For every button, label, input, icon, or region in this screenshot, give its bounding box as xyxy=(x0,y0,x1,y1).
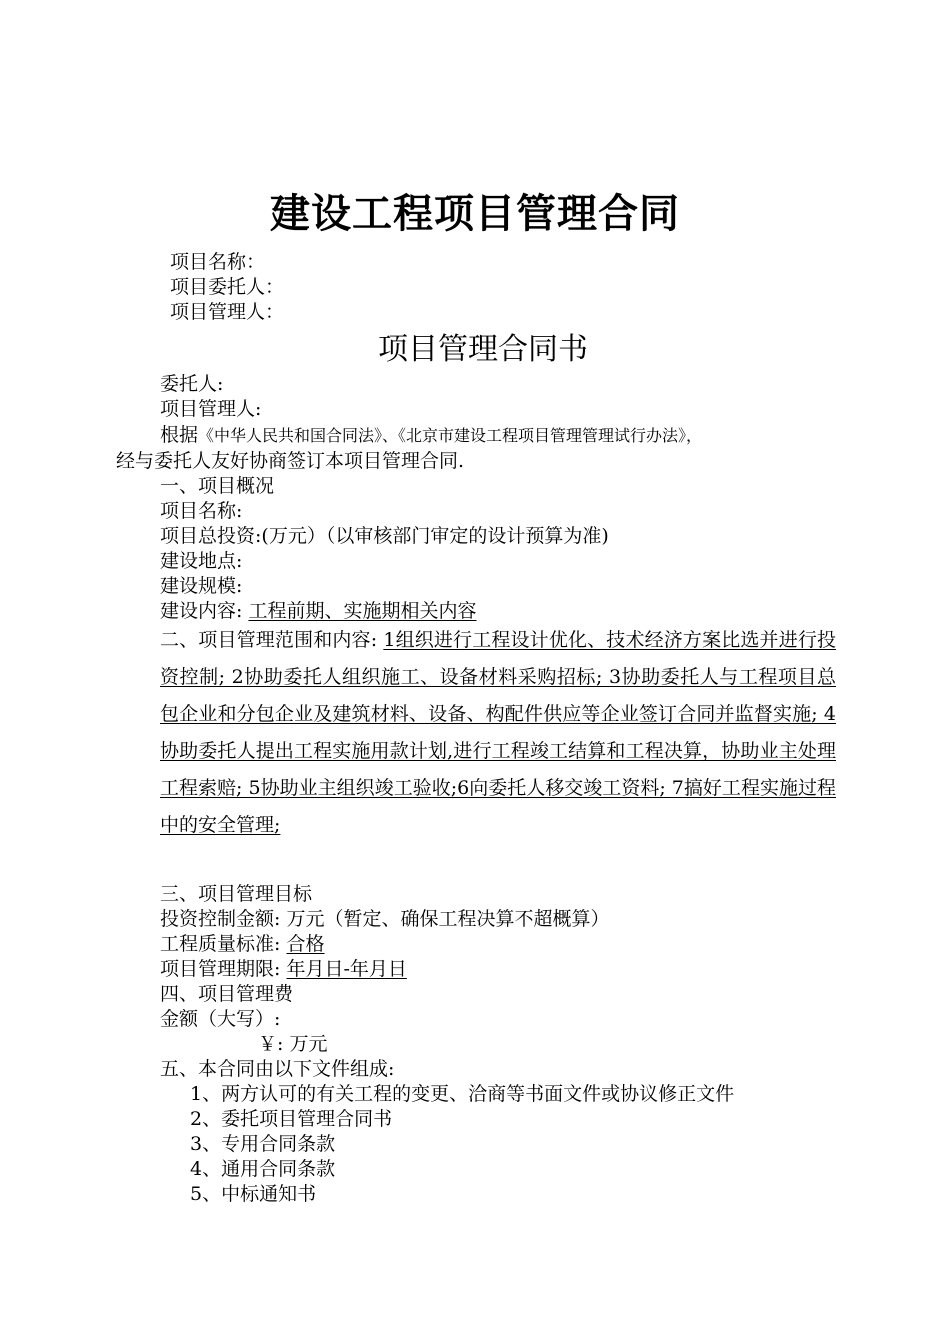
section2-scope xyxy=(160,622,836,844)
content-line xyxy=(160,599,476,624)
document-subtitle: 项目管理合同书 xyxy=(378,332,588,367)
preamble-prefix: 根据 xyxy=(160,424,199,446)
project-name-label: 项目名称: xyxy=(160,500,243,522)
content-value: 工程前期、实施期相关内容 xyxy=(248,600,477,622)
investment-control: 投资控制金额: 万元（暂定、确保工程决算不超概算） xyxy=(160,908,610,930)
section2-heading: 二、项目管理范围和内容: xyxy=(160,629,378,651)
section5-heading: 五、本合同由以下文件组成: xyxy=(160,1058,395,1080)
content-label: 建设内容: xyxy=(160,600,243,622)
section1-heading: 一、项目概况 xyxy=(160,475,275,497)
amount-rmb: ￥: 万元 xyxy=(258,1033,328,1055)
period-line xyxy=(160,957,407,982)
section2-content: 1组织进行工程设计优化、技术经济方案比选并进行投资控制; 2协助委托人组织施工、设备材料采购招标; 3协助委托人与工程项目总包企业和分包企业及建筑材料、设备、构配件供应等企业签订合同并监督实施; 4协助委托人提出工程实施用款计划,进行工程竣工结算和工程决算，协助业主处理工程索赔; 5协助业主组织竣工验收;6向委托人移交竣工资料; 7搞好工程实施过程中的安全管理; xyxy=(160,629,837,836)
client-label: 委托人: xyxy=(160,373,224,395)
section4-heading: 四、项目管理费 xyxy=(160,983,294,1005)
total-investment-label: 项目总投资:(万元）（以审核部门审定的设计预算为准) xyxy=(160,525,609,547)
document-title: 建设工程项目管理合同 xyxy=(270,190,680,237)
period-value: 年月日-年月日 xyxy=(286,958,407,980)
cover-project-name-label: 项目名称： xyxy=(170,251,266,273)
list-item: 1、两方认可的有关工程的变更、洽商等书面文件或协议修正文件 xyxy=(190,1083,735,1105)
list-item: 2、委托项目管理合同书 xyxy=(190,1108,393,1130)
cover-client-label: 项目委托人： xyxy=(170,276,285,298)
preamble-laws: 《中华人民共和国合同法》、《北京市建设工程项目管理管理试行办法》， xyxy=(198,426,703,445)
list-item: 4、通用合同条款 xyxy=(190,1158,336,1180)
preamble-line2: 经与委托人友好协商签订本项目管理合同. xyxy=(116,450,465,472)
cover-fields xyxy=(170,250,284,325)
cover-manager-label: 项目管理人： xyxy=(170,301,285,323)
amount-label: 金额（大写）: xyxy=(160,1008,281,1030)
scale-label: 建设规模: xyxy=(160,575,243,597)
preamble-line1 xyxy=(160,423,702,448)
list-item: 5、中标通知书 xyxy=(190,1183,317,1205)
list-item: 3、专用合同条款 xyxy=(190,1133,336,1155)
manager-label: 项目管理人: xyxy=(160,398,262,420)
period-label: 项目管理期限: xyxy=(160,958,281,980)
section3-heading: 三、项目管理目标 xyxy=(160,883,313,905)
quality-value: 合格 xyxy=(286,933,325,955)
location-label: 建设地点: xyxy=(160,550,243,572)
quality-line xyxy=(160,932,324,957)
quality-label: 工程质量标准: xyxy=(160,933,281,955)
